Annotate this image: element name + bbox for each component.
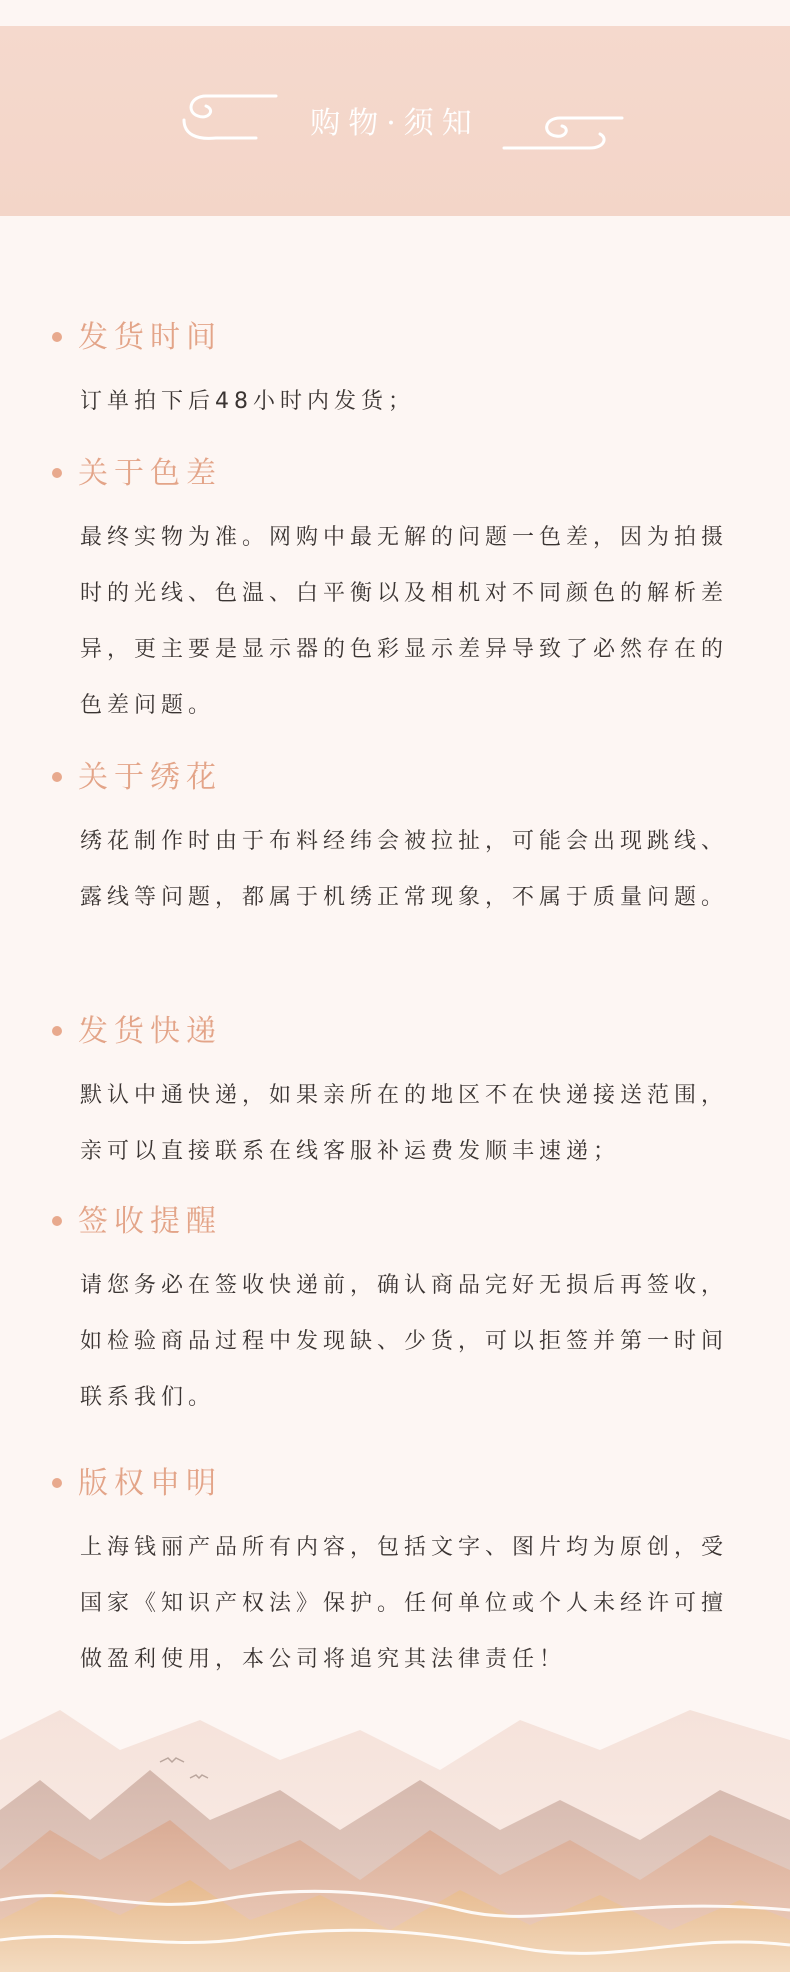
section-title: 发货快递 xyxy=(78,1014,222,1049)
dot-bullet-icon xyxy=(52,332,62,342)
section-body: 请您务必在签收快递前，确认商品完好无损后再签收，如检验商品过程中发现缺、少货，可以拒签并第一时间联系我们。 xyxy=(80,1273,729,1410)
section-title: 发货时间 xyxy=(78,320,222,355)
section-receipt-reminder xyxy=(52,1202,732,1426)
page-header xyxy=(0,26,790,216)
section-title: 关于色差 xyxy=(78,456,222,491)
section-title: 签收提醒 xyxy=(78,1204,222,1239)
dot-bullet-icon xyxy=(52,1216,62,1226)
section-title: 关于绣花 xyxy=(78,760,222,795)
mountain-landscape-illustration xyxy=(0,1700,790,1972)
top-strip xyxy=(0,0,790,26)
section-body: 最终实物为准。网购中最无解的问题一色差，因为拍摄时的光线、色温、白平衡以及相机对不同颜色的解析差异，更主要是显示器的色彩显示差异导致了必然存在的色差问题。 xyxy=(80,525,729,718)
dot-bullet-icon xyxy=(52,468,62,478)
section-body: 默认中通快递，如果亲所在的地区不在快递接送范围，亲可以直接联系在线客服补运费发顺丰速递； xyxy=(80,1083,729,1164)
dot-bullet-icon xyxy=(52,1026,62,1036)
section-color-difference xyxy=(52,454,732,734)
section-body: 订单拍下后48小时内发货； xyxy=(80,389,415,414)
section-body: 绣花制作时由于布料经纬会被拉扯，可能会出现跳线、露线等问题，都属于机绣正常现象，不属于质量问题。 xyxy=(80,829,729,910)
cloud-swirl-right-icon xyxy=(500,110,630,160)
section-body: 上海钱丽产品所有内容，包括文字、图片均为原创，受国家《知识产权法》保护。任何单位或个人未经许可擅做盈利使用，本公司将追究其法律责任！ xyxy=(80,1535,729,1672)
dot-bullet-icon xyxy=(52,772,62,782)
section-title: 版权申明 xyxy=(78,1466,222,1501)
section-copyright xyxy=(52,1464,732,1688)
section-courier xyxy=(52,1012,732,1180)
section-shipping-time xyxy=(52,318,732,430)
dot-bullet-icon xyxy=(52,1478,62,1488)
section-embroidery xyxy=(52,758,732,926)
page-title: 购物·须知 xyxy=(310,106,480,141)
